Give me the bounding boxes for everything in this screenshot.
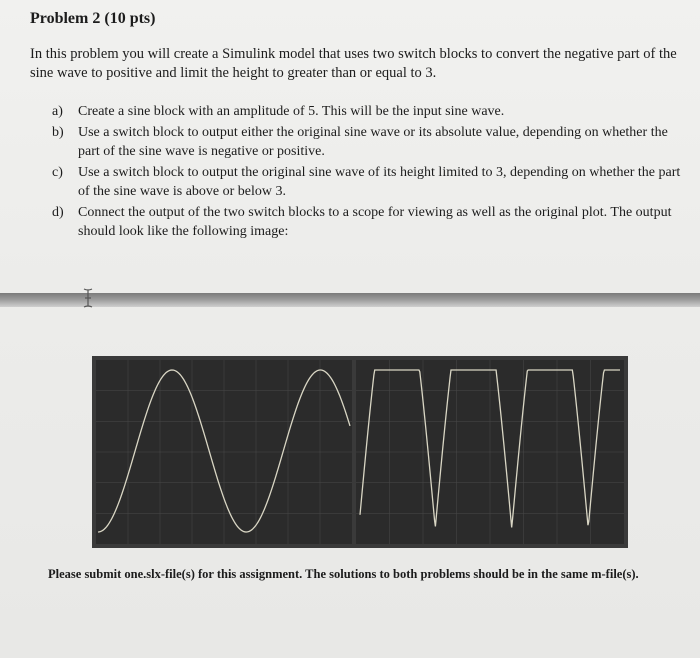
task-item-a xyxy=(52,102,688,122)
task-marker: b) xyxy=(52,124,64,140)
page-edge-band xyxy=(0,293,700,307)
task-text: Create a sine block with an amplitude of 5. This will be the input sine wave. xyxy=(78,104,505,119)
submission-note: Please submit one.slx-file(s) for this assignment. The solutions to both problems should be in the same m-file(s). xyxy=(48,567,639,581)
task-item-d xyxy=(52,203,688,242)
text-cursor-icon xyxy=(82,287,94,309)
task-item-c xyxy=(52,163,688,202)
task-text: Connect the output of the two switch blocks to a scope for viewing as well as the original plot. The output should look like the following image: xyxy=(78,204,672,239)
scope-output-figure xyxy=(92,356,628,548)
task-text: Use a switch block to output either the original sine wave or its absolute value, depending on whether the part of the sine wave is negative or positive. xyxy=(78,124,668,159)
task-item-b xyxy=(52,123,688,162)
problem-title: Problem 2 (10 pts) xyxy=(30,10,156,27)
task-marker: a) xyxy=(52,104,63,119)
task-marker: d) xyxy=(52,204,64,220)
task-marker: c) xyxy=(52,164,63,180)
task-text: Use a switch block to output the original sine wave of its height limited to 3, depending on whether the part of the sine wave is above or below 3. xyxy=(78,164,681,199)
problem-intro: In this problem you will create a Simulink model that uses two switch blocks to convert the negative part of the sine wave to positive and limit the height to greater than or equal to 3. xyxy=(30,46,677,81)
task-list xyxy=(52,102,688,243)
